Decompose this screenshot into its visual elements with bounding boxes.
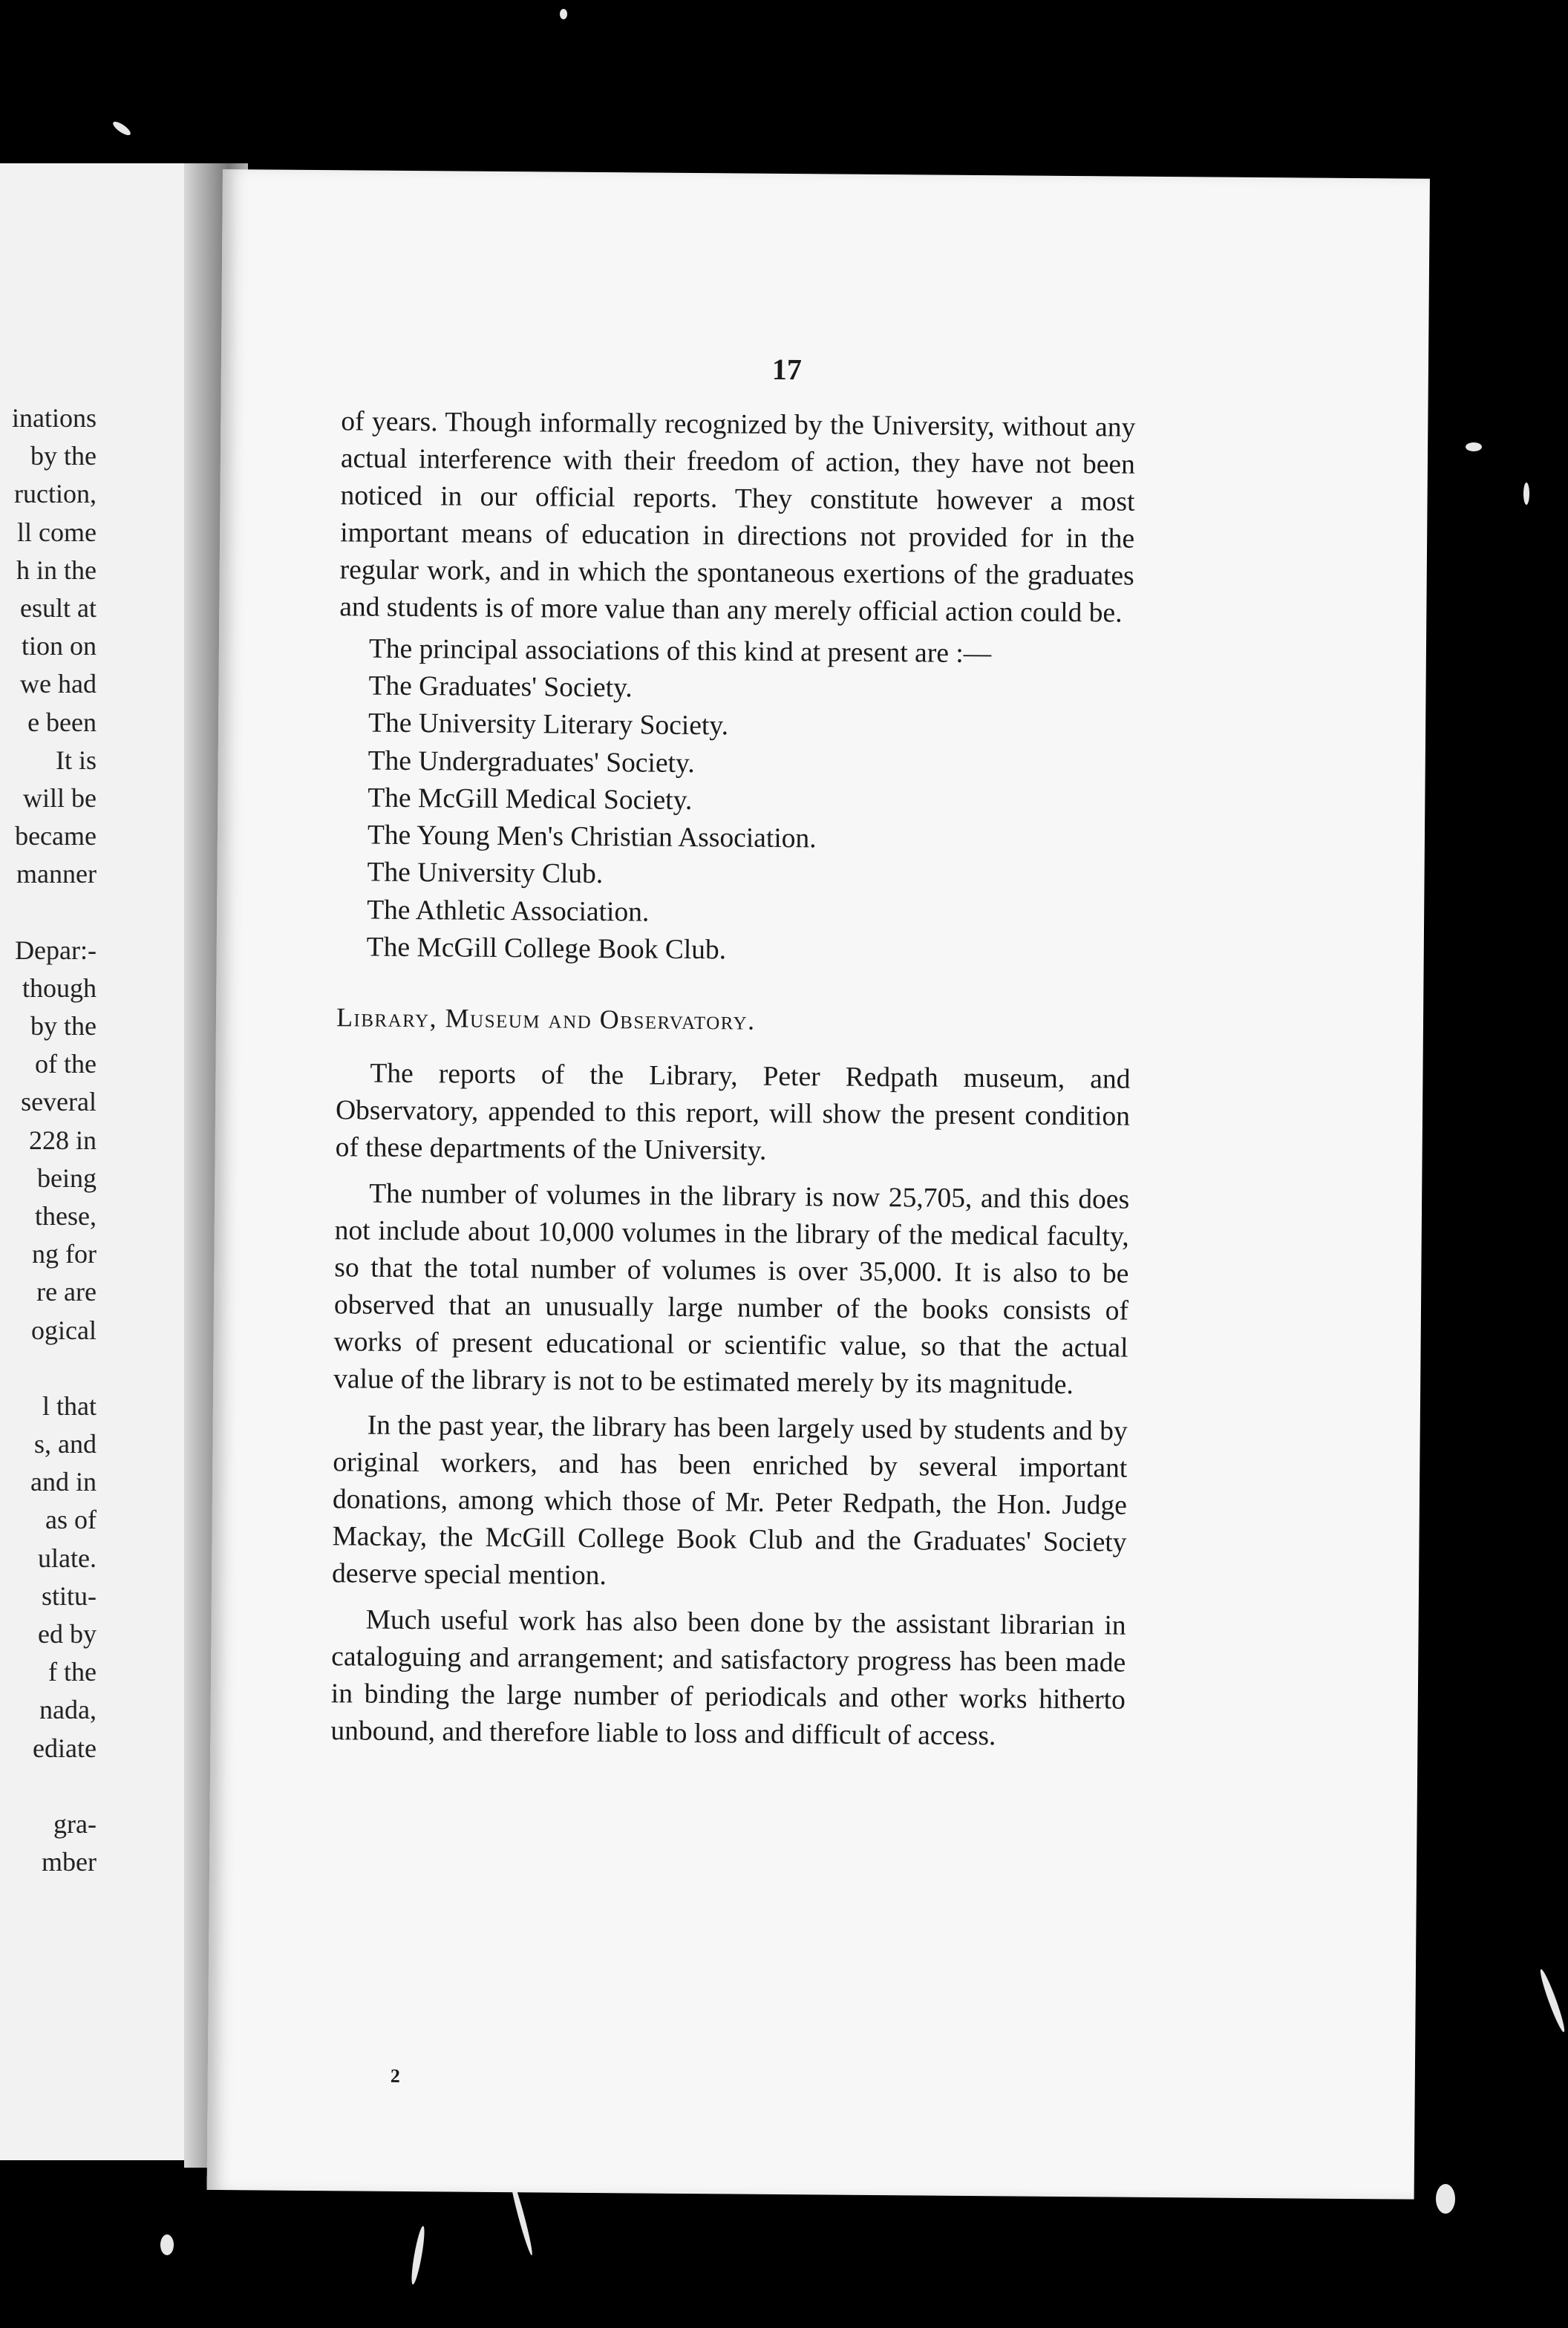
left-line-fragment: being — [37, 1163, 97, 1193]
paragraph-cataloguing: Much useful work has also been done by the assistant librarian in cataloguing and arrangement; and satisfactory progress has been made in binding the large number of periodicals and other works hitherto unbound, and therefore liable to loss and difficult of access. — [330, 1604, 1126, 1752]
dust-speck — [560, 9, 567, 19]
left-line-fragment: h in the — [16, 555, 97, 585]
left-line-fragment: f the — [48, 1657, 97, 1687]
left-line-fragment: tion on — [21, 631, 97, 661]
associations-list — [337, 667, 1134, 972]
left-line-fragment: esult at — [20, 592, 97, 623]
left-line-fragment: several — [21, 1087, 97, 1117]
list-item: The McGill College Book Club. — [366, 932, 727, 966]
left-line-fragment: ediate — [33, 1733, 97, 1763]
list-item: The Young Men's Christian Association. — [367, 820, 817, 854]
left-line-fragment: these, — [35, 1200, 97, 1231]
paragraph-volumes: The number of volumes in the library is now 25,705, and this does not include about 10,000 volumes in the library of the medical faculty, so that the total number of volumes is over 35,000. It is also to be observed that an unusually large number of the books consists of works of present educational or scientific value, so that the actual value of the library is not to be estimated merely by its magnitude. — [333, 1178, 1130, 1401]
left-line-fragment: will be — [23, 782, 97, 813]
left-line-fragment: 228 in — [28, 1125, 97, 1155]
left-line-fragment — [12, 893, 97, 931]
associations-intro: The principal associations of this kind at present are :— — [368, 633, 992, 670]
left-line-fragment: by the — [30, 1011, 97, 1041]
left-line-fragment: by the — [30, 441, 97, 471]
document-page — [207, 169, 1430, 2200]
signature-mark: 2 — [390, 2064, 400, 2087]
left-line-fragment: gra- — [53, 1808, 97, 1839]
paragraph-donations: In the past year, the library has been largely used by students and by original workers, and has been enriched by several important donations, among which those of Mr. Peter Redpath, the Hon. Judge Mackay, the McGill College Book Club and the Graduates' Society deserve special mention. — [331, 1410, 1128, 1592]
left-line-fragment: of the — [35, 1049, 97, 1079]
list-item: The Undergraduates' Society. — [368, 745, 695, 779]
paragraph-societies: of years. Though informally recognized by the University, without any actual interference with their freedom of action, they have not been noticed in our official reports. They constitute however a most important means of education in directions not provided for in the regular work, and in which the spontaneous exertions of the graduates and students is of more value than any merely official action could be. — [339, 406, 1136, 629]
page-body — [330, 403, 1135, 1756]
left-line-fragment: re are — [36, 1277, 97, 1307]
left-line-fragment: nada, — [39, 1695, 97, 1725]
list-item: The University Literary Society. — [368, 707, 729, 742]
left-line-fragment: mber — [42, 1847, 97, 1877]
left-line-fragment: e been — [27, 707, 97, 737]
left-line-fragment: ll come — [17, 517, 97, 547]
left-line-fragment: ruction, — [14, 479, 97, 509]
dust-speck — [1523, 483, 1529, 505]
left-line-fragment: as of — [45, 1505, 97, 1535]
left-line-fragment: inations — [12, 403, 97, 433]
left-line-fragment: though — [22, 972, 97, 1003]
list-item: The Athletic Association. — [367, 895, 650, 928]
left-line-fragment — [12, 1350, 97, 1387]
list-item: The Graduates' Society. — [368, 670, 633, 704]
left-line-fragment: ng for — [32, 1239, 97, 1269]
left-line-fragment — [12, 1768, 97, 1805]
dust-speck — [111, 120, 133, 137]
left-line-fragment: manner — [16, 859, 97, 889]
left-line-fragment: ogical — [31, 1315, 97, 1345]
dust-speck — [409, 2226, 427, 2286]
left-line-fragment: It is — [55, 745, 97, 775]
left-line-fragment: we had — [20, 669, 97, 699]
left-line-fragment: stitu- — [41, 1580, 97, 1611]
dust-speck — [1466, 442, 1482, 451]
left-line-fragment: l that — [42, 1390, 97, 1421]
paragraph-reports: The reports of the Library, Peter Redpath museum, and Observatory, appended to this report, will show the present condition of these departments of the University. — [335, 1058, 1131, 1167]
page-number: 17 — [771, 352, 803, 387]
dust-speck — [1538, 1968, 1567, 2033]
left-line-fragment: s, and — [34, 1429, 97, 1459]
left-line-fragment: Depar:- — [15, 935, 97, 965]
left-line-fragment: ed by — [38, 1619, 97, 1649]
list-item: The McGill Medical Society. — [368, 782, 693, 816]
list-item: The University Club. — [367, 857, 604, 890]
left-page-text-fragments — [12, 399, 97, 1881]
dust-speck — [1436, 2184, 1455, 2214]
dust-speck — [160, 2234, 174, 2255]
section-heading: Library, Museum and Observatory. — [336, 1002, 756, 1036]
left-line-fragment: ulate. — [38, 1543, 97, 1573]
left-line-fragment: and in — [30, 1467, 97, 1497]
left-line-fragment: became — [15, 821, 97, 851]
